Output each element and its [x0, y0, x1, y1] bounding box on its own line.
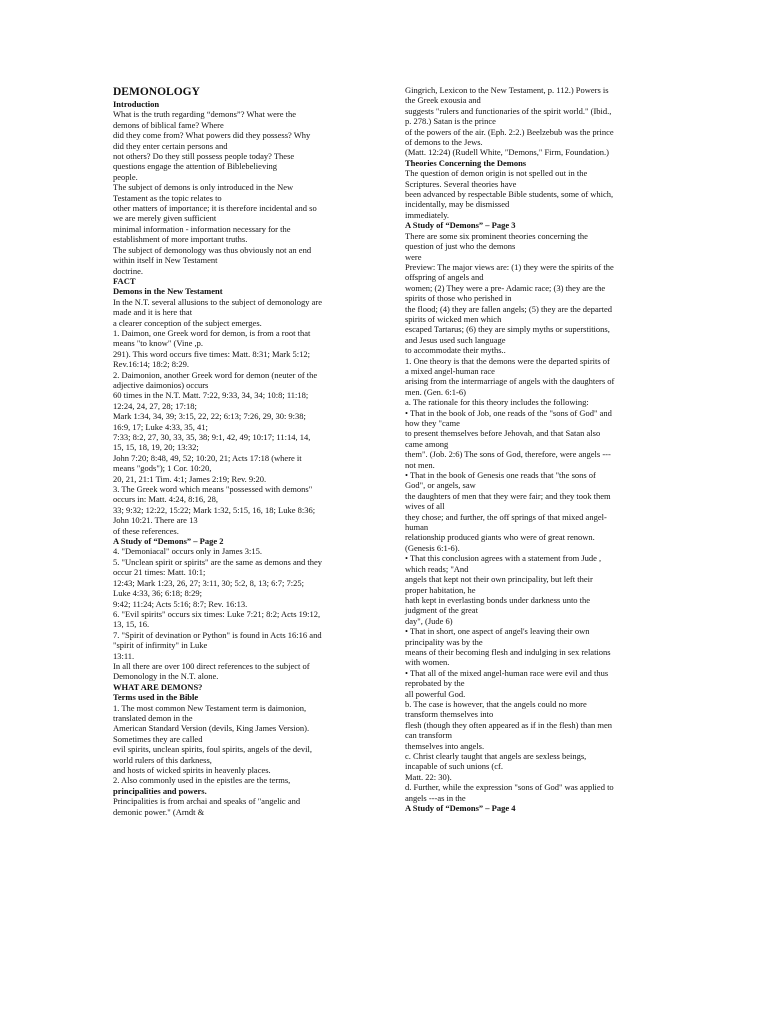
text-line: and hosts of wicked spirits in heavenly places.	[113, 765, 271, 775]
text-line: adjective daimonios) occurs	[113, 379, 209, 390]
text-line: 1. Daimon, one Greek word for demon, is from a root that	[113, 327, 311, 338]
text-line: The subject of demons is only introduced in the New	[113, 182, 294, 193]
text-line: arising from the intermarriage of angels with the daughters of	[405, 376, 615, 387]
section-heading: principalities and powers.	[113, 785, 207, 796]
text-line: them". (Job. 2:6) The sons of God, therefore, were angels ---	[405, 449, 611, 460]
text-line: 16:9, 17; Luke 4:33, 35, 41;	[113, 421, 208, 432]
text-line: occurs in: Matt. 4:24, 8:16, 28,	[113, 494, 219, 505]
section-heading: WHAT ARE DEMONS?	[113, 681, 203, 692]
text-line: • That this conclusion agrees with a statement from Jude ,	[405, 553, 602, 564]
text-line: the daughters of men that they were fair; and they took them	[405, 490, 611, 501]
text-line: In all there are over 100 direct references to the subject of	[113, 660, 310, 671]
text-line: 60 times in the N.T. Matt. 7:22, 9:33, 34, 34; 10:8; 11:18;	[113, 390, 309, 401]
text-line: which reads; "And	[405, 563, 469, 574]
text-line: men. (Gen. 6:1-6)	[405, 386, 466, 397]
text-line: world rulers of this darkness,	[113, 754, 212, 765]
text-line: b. The case is however, that the angels could no more	[405, 698, 587, 709]
text-line: means of their becoming flesh and indulging in sex relations	[405, 646, 611, 657]
section-heading: Theories Concerning the Demons	[405, 157, 527, 168]
text-line: Principalities is from archai and speaks of "angelic and	[113, 796, 301, 807]
text-line: Scriptures. Several theories have	[405, 178, 517, 189]
text-line: questions engage the attention of Biblebelieving	[113, 161, 278, 172]
text-line: 1. One theory is that the demons were the departed spirits of	[405, 355, 610, 366]
text-line: 9:42; 11:24; Acts 5:16; 8:7; Rev. 16:13.	[113, 598, 248, 609]
text-line: and Jesus used such language	[405, 334, 506, 345]
text-line: John 7:20; 8:48, 49, 52; 10:20, 21; Acts 17:18 (where it	[113, 452, 302, 463]
text-line: 7. "Spirit of devination or Python" is found in Acts 16:16 and	[113, 629, 322, 640]
text-line: "spirit of infirmity" in Luke	[113, 640, 208, 651]
text-line: to accommodate their myths..	[405, 345, 506, 356]
text-line: 13, 15, 16.	[113, 619, 150, 630]
text-line: minimal information - information necessary for the	[113, 223, 291, 234]
text-line: question of just who the demons	[405, 241, 516, 252]
text-line: • That in the book of Genesis one reads that "the sons of	[405, 470, 596, 481]
text-line: not others? Do they still possess people today? These	[113, 151, 295, 162]
document-title: DEMONOLOGY	[113, 86, 200, 98]
text-line: wives of all	[405, 501, 445, 512]
text-line: • That all of the mixed angel-human race were evil and thus	[405, 667, 609, 678]
section-heading: Introduction	[113, 99, 160, 109]
text-line: spirits of wicked men which	[405, 313, 502, 324]
text-line: themselves into angels.	[405, 740, 485, 751]
text-line: of demons to the Jews.	[405, 137, 483, 148]
text-line: people.	[113, 171, 138, 182]
text-line: did they come from? What powers did they possess? Why	[113, 130, 311, 141]
text-line: spirits of those who perished in	[405, 293, 512, 304]
text-line: What is the truth regarding “demons”? What were the	[113, 109, 296, 120]
text-line: of these references.	[113, 525, 179, 536]
text-line: (Matt. 12:24) (Rudell White, "Demons," Firm, Foundation.)	[405, 147, 609, 158]
text-line: human	[405, 522, 429, 533]
text-line: p. 278.) Satan is the prince	[405, 116, 496, 127]
text-line: evil spirits, unclean spirits, foul spirits, angels of the devil,	[113, 744, 313, 755]
text-line: not men.	[405, 459, 435, 470]
text-line: 4. "Demoniacal" occurs only in James 3:15.	[113, 546, 263, 557]
text-line: American Standard Version (devils, King James Version).	[113, 723, 310, 734]
text-line: 291). This word occurs five times: Matt. 8:31; Mark 5:12;	[113, 348, 310, 359]
text-line: day", (Jude 6)	[405, 615, 453, 626]
text-line: John 10:21. There are 13	[113, 515, 198, 526]
text-line: 3. The Greek word which means "possessed with demons"	[113, 484, 313, 495]
text-line: c. Christ clearly taught that angels are sexless beings,	[405, 751, 587, 761]
text-line: flesh (though they often appeared as if in the flesh) than men	[405, 719, 613, 730]
text-line: 1. The most common New Testament term is daimonion,	[113, 702, 307, 713]
text-line: did they enter certain persons and	[113, 140, 228, 151]
text-line: (Genesis 6:1-6).	[405, 542, 460, 553]
section-heading: A Study of “Demons” – Page 3	[405, 220, 516, 231]
text-line: 33; 9:32; 12:22, 15:22; Mark 1:32, 5:15, 16, 18; Luke 8:36;	[113, 504, 316, 515]
right-column	[405, 85, 655, 813]
text-line: God", or angels, saw	[405, 480, 476, 491]
text-line: proper habitation, he	[405, 584, 476, 595]
section-heading: Terms used in the Bible	[113, 692, 199, 703]
text-line: The question of demon origin is not spelled out in the	[405, 168, 588, 179]
text-line: Matt. 22: 30).	[405, 771, 452, 782]
text-line: made and it is here that	[113, 307, 193, 318]
text-line: a clearer conception of the subject emerges.	[113, 317, 262, 328]
text-line: 6. "Evil spirits" occurs six times: Luke 7:21; 8:2; Acts 19:12,	[113, 608, 321, 619]
left-column	[113, 85, 363, 817]
text-line: d. Further, while the expression "sons of God" was applied to	[405, 782, 614, 793]
text-line: been advanced by respectable Bible students, some of which,	[405, 189, 614, 200]
text-line: the Greek exousia and	[405, 95, 481, 106]
text-line: we are merely given sufficient	[113, 213, 217, 224]
text-line: all powerful God.	[405, 688, 466, 699]
section-heading: A Study of “Demons” – Page 2	[113, 536, 224, 547]
text-line: angels that kept not their own principality, but left their	[405, 574, 593, 585]
text-line: came among	[405, 438, 449, 449]
text-line: to present themselves before Jehovah, and that Satan also	[405, 428, 601, 439]
text-line: translated demon in the	[113, 712, 193, 723]
text-line: means "gods"); 1 Cor. 10:20,	[113, 463, 212, 474]
text-line: transform themselves into	[405, 709, 494, 720]
text-line: Rev.16:14; 18:2; 8:29.	[113, 359, 189, 370]
text-line: • That in short, one aspect of angel's leaving their own	[405, 626, 590, 637]
text-line: within itself in New Testament	[113, 255, 218, 266]
text-line: incidentally, may be dismissed	[405, 199, 510, 210]
text-line: can transform	[405, 730, 452, 741]
text-line: escaped Tartarus; (6) they are simply myths or superstitions,	[405, 324, 610, 335]
text-line: 20, 21, 21:1 Tim. 4:1; James 2:19; Rev. 9:20.	[113, 473, 267, 484]
text-line: angels ---as in the	[405, 792, 466, 803]
text-line: a mixed angel-human race	[405, 365, 495, 376]
text-line: Demonology in the N.T. alone.	[113, 671, 219, 682]
text-line: other matters of importance; it is therefore incidental and so	[113, 203, 317, 214]
text-line: 15, 15, 18, 19, 20; 13:32;	[113, 442, 199, 453]
text-line: principality was by the	[405, 636, 483, 647]
text-line: 12:43; Mark 1:23, 26, 27; 3:11, 30; 5:2, 8, 13; 6:7; 7:25;	[113, 577, 304, 588]
section-heading: FACT	[113, 275, 136, 286]
text-line: immediately.	[405, 209, 450, 220]
text-line: offspring of angels and	[405, 272, 484, 283]
text-line: how they "came	[405, 418, 460, 428]
text-line: demons of biblical fame? Where	[113, 119, 224, 130]
text-line: 2. Daimonion, another Greek word for demon (neuter of the	[113, 369, 318, 380]
text-line: suggests "rulers and functionaries of the spirit world." (Ibid.,	[405, 105, 612, 116]
text-line: a. The rationale for this theory includes the following:	[405, 397, 589, 408]
text-line: relationship produced giants who were of great renown.	[405, 532, 595, 543]
text-line: Preview: The major views are: (1) they were the spirits of the	[405, 261, 614, 272]
text-line: judgment of the great	[405, 605, 478, 616]
text-line: 13:11.	[113, 650, 135, 661]
text-line: with women.	[405, 657, 450, 668]
text-line: Sometimes they are called	[113, 733, 203, 744]
text-line: reprobated by the	[405, 678, 465, 689]
text-line: they chose; and further, the off springs of that mixed angel-	[405, 511, 607, 522]
text-line: Luke 4:33, 36; 6:18; 8:29;	[113, 588, 203, 599]
text-line: Testament as the topic relates to	[113, 192, 222, 203]
section-heading: Demons in the New Testament	[113, 286, 223, 297]
text-line: incapable of such unions (cf.	[405, 761, 503, 772]
text-line: 7:33; 8:2, 27, 30, 33, 35, 38; 9:1, 42, 49; 10:17; 11:14, 14,	[113, 432, 311, 442]
text-line: Mark 1:34, 34, 39; 3:15, 22, 22; 6:13; 7:26, 29, 30: 9:38;	[113, 411, 306, 422]
text-line: hath kept in everlasting bonds under darkness unto the	[405, 594, 591, 605]
text-line: establishment of more important truths.	[113, 234, 248, 245]
text-line: 5. "Unclean spirit or spirits" are the same as demons and they	[113, 556, 322, 567]
text-line: women; (2) They were a pre- Adamic race; (3) they are the	[405, 282, 606, 293]
text-line: There are some six prominent theories concerning the	[405, 230, 588, 241]
text-line: Gingrich, Lexicon to the New Testament, p. 112.) Powers is	[405, 85, 609, 95]
text-line: doctrine.	[113, 265, 143, 276]
text-line: In the N.T. several allusions to the subject of demonology are	[113, 296, 322, 307]
text-line: 12:24, 24, 27, 28; 17:18;	[113, 400, 197, 411]
text-line: occur 21 times: Matt. 10:1;	[113, 567, 206, 578]
text-line: the flood; (4) they are fallen angels; (5) they are the departed	[405, 303, 612, 314]
text-line: • That in the book of Job, one reads of the "sons of God" and	[405, 407, 612, 418]
text-line: means "to know" (Vine ,p.	[113, 338, 203, 349]
text-line: were	[405, 251, 422, 262]
text-line: 2. Also commonly used in the epistles are the terms,	[113, 775, 291, 786]
text-line: of the powers of the air. (Eph. 2:2.) Beelzebub was the prince	[405, 126, 614, 137]
text-line: demonic power." (Arndt &	[113, 806, 205, 817]
section-heading: A Study of “Demons” – Page 4	[405, 803, 516, 814]
text-line: The subject of demonology was thus obviously not an end	[113, 244, 312, 255]
